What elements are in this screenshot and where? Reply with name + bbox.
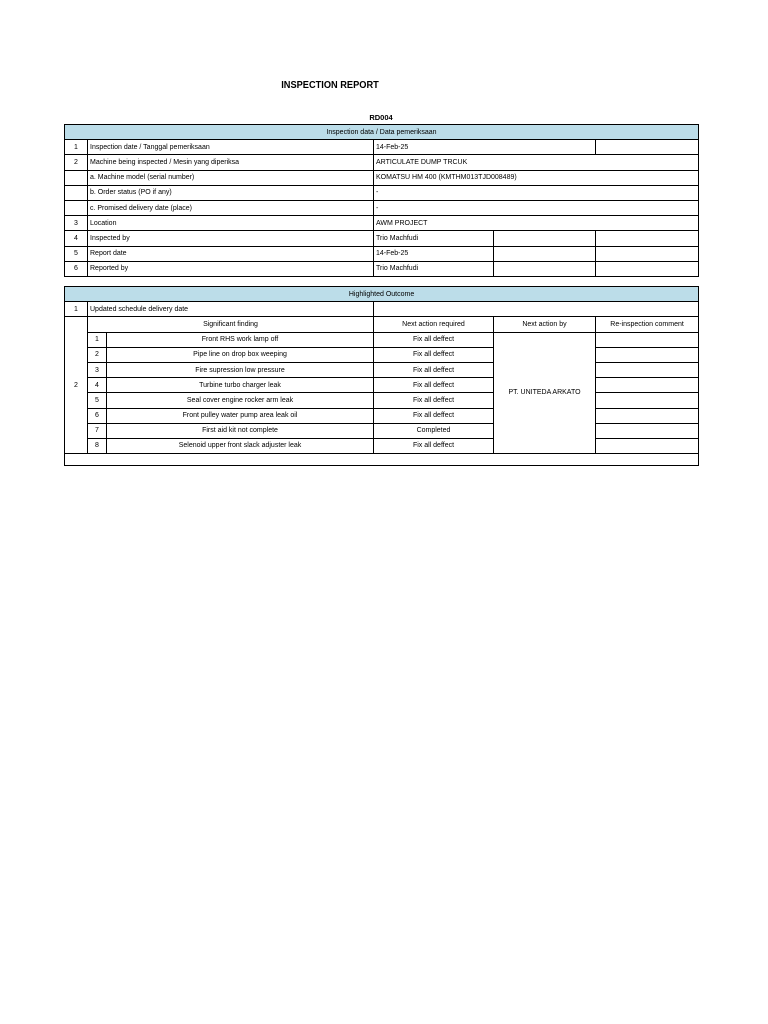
row-number: 4: [65, 231, 88, 246]
inspection-data-table: [64, 124, 699, 277]
inspection-row: [65, 155, 699, 170]
finding-number: 3: [88, 362, 107, 377]
finding-comment: [596, 393, 699, 408]
finding-action: Fix all deffect: [374, 393, 494, 408]
outcome-header-row: [65, 287, 699, 302]
col-header-action: Next action required: [374, 317, 494, 332]
row-extra: [596, 261, 699, 276]
finding-number: 4: [88, 378, 107, 393]
finding-action: Fix all deffect: [374, 362, 494, 377]
finding-text: Pipe line on drop box weeping: [107, 347, 374, 362]
row-label: Inspection date / Tanggal pemeriksaan: [88, 140, 374, 155]
finding-comment: [596, 423, 699, 438]
outcome-footer-row: [65, 454, 699, 466]
finding-action: Fix all deffect: [374, 347, 494, 362]
row-label: Inspected by: [88, 231, 374, 246]
finding-text: Seal cover engine rocker arm leak: [107, 393, 374, 408]
row-label: Location: [88, 216, 374, 231]
finding-row: [65, 423, 699, 438]
row-number: 1: [65, 302, 88, 317]
row-label: a. Machine model (serial number): [88, 170, 374, 185]
row-number: [65, 185, 88, 200]
finding-row: [65, 438, 699, 453]
inspection-row: [65, 246, 699, 261]
row-value: ARTICULATE DUMP TRCUK: [374, 155, 699, 170]
col-header-comment: Re-inspection comment: [596, 317, 699, 332]
finding-comment: [596, 408, 699, 423]
inspection-row: [65, 216, 699, 231]
row-value: 14-Feb-25: [374, 140, 596, 155]
finding-row: [65, 332, 699, 347]
action-by: PT. UNITEDA ARKATO: [494, 332, 596, 454]
finding-number: 5: [88, 393, 107, 408]
schedule-delivery-label: Updated schedule delivery date: [88, 302, 374, 317]
finding-number: 8: [88, 438, 107, 453]
row-value: KOMATSU HM 400 (KMTHM013TJD008489): [374, 170, 699, 185]
finding-comment: [596, 332, 699, 347]
findings-column-header-row: [65, 317, 699, 332]
finding-comment: [596, 378, 699, 393]
row-label: Machine being inspected / Mesin yang diperiksa: [88, 155, 374, 170]
row-number: 2: [65, 155, 88, 170]
row-extra: [596, 246, 699, 261]
finding-action: Fix all deffect: [374, 438, 494, 453]
finding-action: Fix all deffect: [374, 378, 494, 393]
finding-number: 1: [88, 332, 107, 347]
finding-row: [65, 378, 699, 393]
row-extra: [494, 261, 596, 276]
finding-text: Fire supression low pressure: [107, 362, 374, 377]
inspection-row: [65, 231, 699, 246]
outcome-row: [65, 302, 699, 317]
outcome-header: Highlighted Outcome: [65, 287, 699, 302]
row-label: c. Promised delivery date (place): [88, 200, 374, 215]
finding-action: Completed: [374, 423, 494, 438]
row-value: Trio Machfudi: [374, 231, 494, 246]
row-number: 3: [65, 216, 88, 231]
finding-text: First aid kit not complete: [107, 423, 374, 438]
finding-row: [65, 347, 699, 362]
finding-number: 6: [88, 408, 107, 423]
inspection-row: [65, 261, 699, 276]
finding-text: Turbine turbo charger leak: [107, 378, 374, 393]
finding-number: 7: [88, 423, 107, 438]
finding-comment: [596, 438, 699, 453]
row-number: 5: [65, 246, 88, 261]
row-number: 1: [65, 140, 88, 155]
col-header-by: Next action by: [494, 317, 596, 332]
row-extra: [596, 140, 699, 155]
row-value: Trio Machfudi: [374, 261, 494, 276]
inspection-header: Inspection data / Data pemeriksaan: [65, 125, 699, 140]
schedule-delivery-value: [374, 302, 699, 317]
inspection-header-row: [65, 125, 699, 140]
finding-action: Fix all deffect: [374, 332, 494, 347]
row-label: Reported by: [88, 261, 374, 276]
row-value: -: [374, 200, 699, 215]
row-extra: [596, 231, 699, 246]
inspection-row: [65, 170, 699, 185]
finding-comment: [596, 362, 699, 377]
row-number: 6: [65, 261, 88, 276]
row-label: b. Order status (PO if any): [88, 185, 374, 200]
row-number: [65, 200, 88, 215]
row-label: Report date: [88, 246, 374, 261]
outcome-footer-cell: [65, 454, 699, 466]
finding-number: 2: [88, 347, 107, 362]
inspection-row: [65, 140, 699, 155]
finding-comment: [596, 347, 699, 362]
finding-row: [65, 362, 699, 377]
inspection-row: [65, 200, 699, 215]
row-number: [65, 170, 88, 185]
row-value: 14-Feb-25: [374, 246, 494, 261]
report-title: INSPECTION REPORT: [281, 79, 379, 91]
row-value: AWM PROJECT: [374, 216, 699, 231]
highlighted-outcome-table: [64, 286, 699, 466]
inspection-row: [65, 185, 699, 200]
row-extra: [494, 246, 596, 261]
finding-row: [65, 393, 699, 408]
finding-text: Selenoid upper front slack adjuster leak: [107, 438, 374, 453]
finding-action: Fix all deffect: [374, 408, 494, 423]
col-header-finding: Significant finding: [88, 317, 374, 332]
row-number: 2: [65, 317, 88, 454]
row-value: -: [374, 185, 699, 200]
finding-row: [65, 408, 699, 423]
finding-text: Front RHS work lamp off: [107, 332, 374, 347]
report-code: RD004: [369, 113, 393, 122]
finding-text: Front pulley water pump area leak oil: [107, 408, 374, 423]
row-extra: [494, 231, 596, 246]
